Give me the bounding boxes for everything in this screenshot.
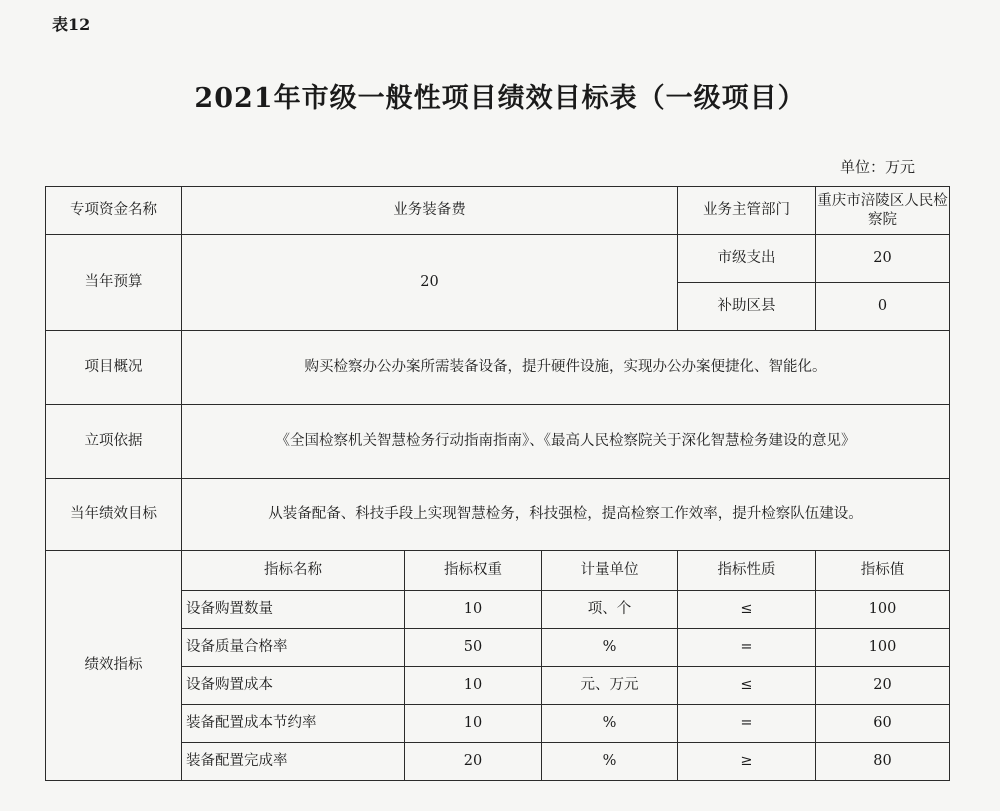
budget-value: 20 (182, 235, 678, 331)
indicator-unit: 元、万元 (542, 667, 678, 705)
indicator-weight: 10 (405, 591, 542, 629)
subsidy-value: 0 (816, 283, 950, 331)
indicator-nature: = (678, 705, 816, 743)
indicator-value: 100 (816, 629, 950, 667)
indicator-weight: 10 (405, 705, 542, 743)
indicator-nature: = (678, 629, 816, 667)
goal-label: 当年绩效目标 (46, 479, 182, 551)
indicator-value: 20 (816, 667, 950, 705)
goal-value: 从装备配备、科技手段上实现智慧检务，科技强检，提高检察工作效率，提升检察队伍建设。 (182, 479, 950, 551)
indicator-unit: % (542, 743, 678, 781)
indicator-row (46, 591, 950, 629)
indicator-row (46, 705, 950, 743)
dept-value: 重庆市涪陵区人民检察院 (816, 187, 950, 235)
table-number-label: 表12 (52, 15, 91, 34)
fund-name-row (46, 187, 950, 235)
overview-row (46, 331, 950, 405)
indicator-row (46, 667, 950, 705)
indicator-nature: ≤ (678, 667, 816, 705)
indicator-unit: % (542, 629, 678, 667)
indicator-nature: ≥ (678, 743, 816, 781)
subsidy-label: 补助区县 (678, 283, 816, 331)
indicator-name: 设备质量合格率 (182, 629, 405, 667)
indicator-unit: % (542, 705, 678, 743)
indicator-name: 装备配置成本节约率 (182, 705, 405, 743)
overview-label: 项目概况 (46, 331, 182, 405)
budget-label: 当年预算 (46, 235, 182, 331)
indicator-name: 设备购置数量 (182, 591, 405, 629)
indicator-header-name: 指标名称 (182, 551, 405, 591)
performance-target-table (45, 186, 950, 781)
indicator-header-unit: 计量单位 (542, 551, 678, 591)
basis-value: 《全国检察机关智慧检务行动指南指南》、《最高人民检察院关于深化智慧检务建设的意见》 (182, 405, 950, 479)
indicator-value: 60 (816, 705, 950, 743)
city-expense-value: 20 (816, 235, 950, 283)
indicator-header-value: 指标值 (816, 551, 950, 591)
indicator-value: 80 (816, 743, 950, 781)
indicator-row (46, 743, 950, 781)
basis-row (46, 405, 950, 479)
indicator-row (46, 629, 950, 667)
overview-value: 购买检察办公办案所需装备设备，提升硬件设施，实现办公办案便捷化、智能化。 (182, 331, 950, 405)
indicator-weight: 10 (405, 667, 542, 705)
indicator-name: 设备购置成本 (182, 667, 405, 705)
indicator-name: 装备配置完成率 (182, 743, 405, 781)
budget-row (46, 235, 950, 283)
dept-label: 业务主管部门 (678, 187, 816, 235)
indicator-nature: ≤ (678, 591, 816, 629)
fund-name-value: 业务装备费 (182, 187, 678, 235)
indicator-section-label: 绩效指标 (46, 551, 182, 781)
indicator-header-row (46, 551, 950, 591)
indicator-unit: 项、个 (542, 591, 678, 629)
city-expense-label: 市级支出 (678, 235, 816, 283)
indicator-header-nature: 指标性质 (678, 551, 816, 591)
unit-label: 单位：万元 (840, 158, 916, 176)
indicator-value: 100 (816, 591, 950, 629)
indicator-weight: 50 (405, 629, 542, 667)
fund-name-label: 专项资金名称 (46, 187, 182, 235)
goal-row (46, 479, 950, 551)
indicator-weight: 20 (405, 743, 542, 781)
document-title: 2021年市级一般性项目绩效目标表（一级项目） (194, 83, 806, 114)
indicator-header-weight: 指标权重 (405, 551, 542, 591)
basis-label: 立项依据 (46, 405, 182, 479)
